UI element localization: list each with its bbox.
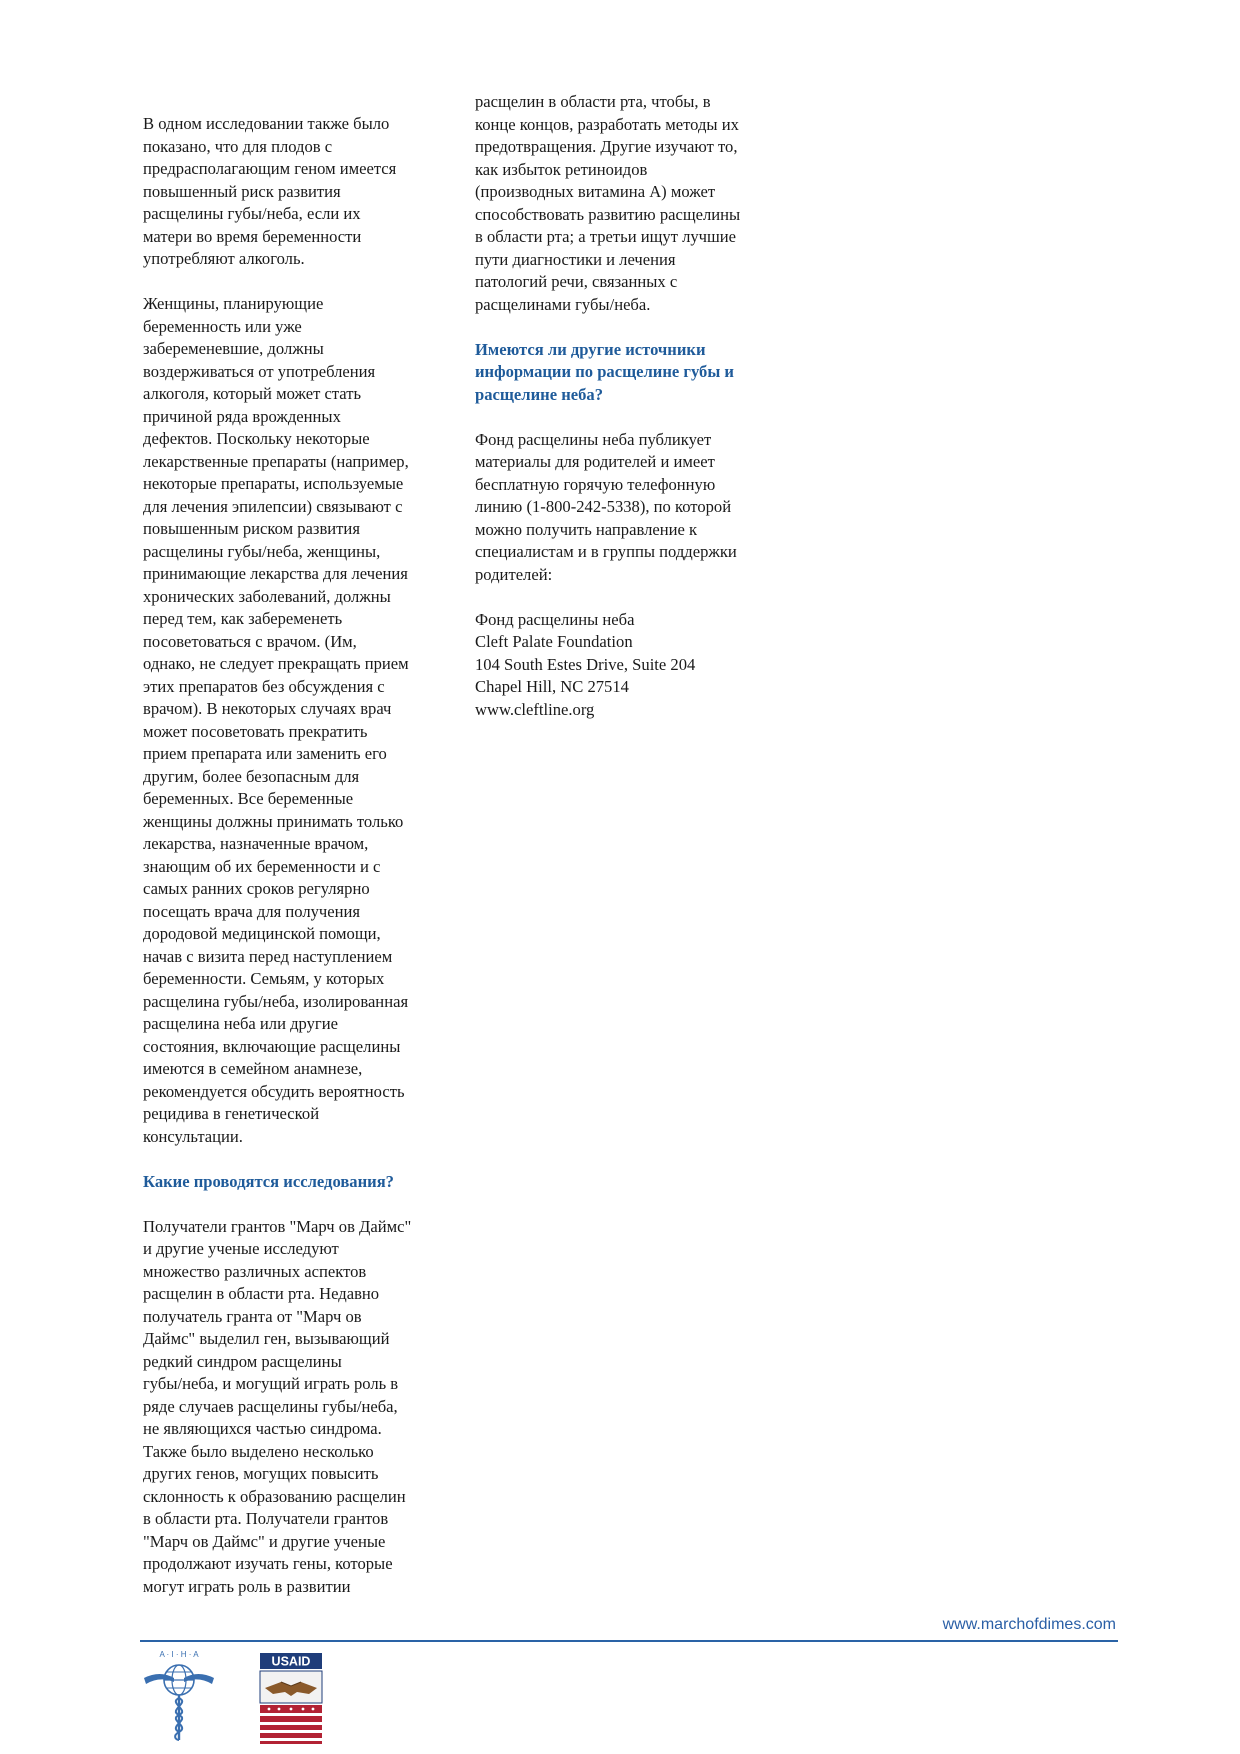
- text-line: однако, не следует прекращать прием: [143, 654, 409, 673]
- text-line: не являющихся частью синдрома.: [143, 1419, 382, 1438]
- address-line: Chapel Hill, NC 27514: [475, 677, 629, 696]
- text-line: беременности. Семьям, у которых: [143, 969, 385, 988]
- paragraph-alcohol-risk: [143, 113, 455, 271]
- text-line: расщелины губы/неба, если их: [143, 204, 361, 223]
- text-line: женщины должны принимать только: [143, 811, 404, 831]
- text-line: употребляют алкоголь.: [143, 249, 305, 268]
- left-column: [143, 113, 455, 1598]
- text-line: специалистам и в группы поддержки: [475, 542, 737, 561]
- section-heading-research: Какие проводятся исследования?: [143, 1171, 394, 1191]
- text-line: причиной ряда врожденных: [143, 406, 341, 426]
- text-line: забеременевшие, должны: [143, 339, 324, 358]
- text-line: хронических заболеваний, должны: [143, 586, 391, 606]
- paragraph-women-advice: [143, 293, 455, 1148]
- text-line: рекомендуется обсудить вероятность: [143, 1081, 405, 1101]
- text-line: В одном исследовании также было: [143, 114, 390, 133]
- heading-line: Имеются ли другие источники: [475, 339, 706, 359]
- text-line: расщелины губы/неба, женщины,: [143, 541, 381, 561]
- text-line: знающим об их беременности и с: [143, 856, 381, 876]
- text-line: самых ранних сроков регулярно: [143, 879, 370, 898]
- paragraph-research-continued: [475, 91, 795, 316]
- text-line: губы/неба, и могущий играть роль в: [143, 1374, 399, 1393]
- aiha-logo: [140, 1648, 218, 1743]
- text-line: бесплатную горячую телефонную: [475, 474, 716, 494]
- paragraph-foundation: [475, 429, 795, 587]
- text-line: Также было выделено несколько: [143, 1441, 374, 1461]
- text-line: Получатели грантов "Марч ов Даймс": [143, 1216, 412, 1236]
- text-line: расщелин в области рта. Недавно: [143, 1284, 380, 1303]
- heading-line: информации по расщелине губы и: [475, 362, 734, 381]
- text-line: для лечения эпилепсии) связывают с: [143, 496, 403, 516]
- text-line: редкий синдром расщелины: [143, 1351, 342, 1371]
- text-line: склонность к образованию расщелин: [143, 1486, 406, 1506]
- text-line: предотвращения. Другие изучают то,: [475, 137, 738, 156]
- text-line: воздерживаться от употребления: [143, 361, 376, 381]
- address-website-link[interactable]: www.cleftline.org: [475, 699, 595, 719]
- text-line: другим, более безопасным для: [143, 766, 360, 786]
- text-line: других генов, могущих повысить: [143, 1464, 379, 1483]
- text-line: консультации.: [143, 1126, 243, 1146]
- text-line: перед тем, как забеременеть: [143, 609, 343, 628]
- text-line: получатель гранта от "Марч ов: [143, 1306, 362, 1326]
- paragraph-research: [143, 1216, 455, 1599]
- text-line: патологий речи, связанных с: [475, 272, 678, 291]
- text-line: лекарственные препараты (например,: [143, 451, 409, 471]
- text-line: Женщины, планирующие: [143, 294, 324, 313]
- text-line: способствовать развитию расщелины: [475, 204, 741, 224]
- usaid-logo-text: USAID: [271, 1654, 311, 1669]
- text-line: расщелина неба или другие: [143, 1014, 338, 1033]
- text-line: можно получить направление к: [475, 519, 698, 539]
- text-line: (производных витамина А) может: [475, 182, 716, 201]
- text-line: Фонд расщелины неба публикует: [475, 429, 712, 449]
- address-line: 104 South Estes Drive, Suite 204: [475, 654, 696, 674]
- text-line: алкоголя, который может стать: [143, 384, 362, 403]
- text-line: в области рта. Получатели грантов: [143, 1509, 389, 1528]
- text-line: беременность или уже: [143, 316, 302, 336]
- text-line: может посоветовать прекратить: [143, 721, 368, 741]
- text-line: в области рта; а третьи ищут лучшие: [475, 227, 737, 246]
- usaid-logo: [259, 1652, 323, 1746]
- text-line: родителей:: [475, 564, 553, 584]
- text-line: имеются в семейном анамнезе,: [143, 1059, 363, 1078]
- aiha-logo-text: A · I · H · A: [159, 1650, 199, 1659]
- text-line: прием препарата или заменить его: [143, 744, 387, 763]
- text-line: начав с визита перед наступлением: [143, 946, 393, 966]
- text-line: продолжают изучать гены, которые: [143, 1554, 393, 1573]
- section-heading-other-sources: [475, 339, 795, 407]
- text-line: повышенным риском развития: [143, 519, 360, 538]
- text-line: принимающие лекарства для лечения: [143, 564, 408, 583]
- text-line: врачом). В некоторых случаях врач: [143, 699, 392, 718]
- text-line: беременных. Все беременные: [143, 789, 354, 808]
- text-line: предрасполагающим геном имеется: [143, 159, 397, 178]
- text-line: пути диагностики и лечения: [475, 249, 676, 269]
- text-line: ряде случаев расщелины губы/неба,: [143, 1396, 398, 1416]
- address-line: Cleft Palate Foundation: [475, 632, 633, 651]
- text-line: материалы для родителей и имеет: [475, 452, 715, 471]
- text-line: рецидива в генетической: [143, 1104, 320, 1123]
- text-line: дородовой медицинской помощи,: [143, 924, 381, 943]
- text-line: Даймс" выделил ген, вызывающий: [143, 1329, 390, 1348]
- text-line: лекарства, назначенные врачом,: [143, 834, 369, 853]
- text-line: матери во время беременности: [143, 226, 362, 246]
- text-line: повышенный риск развития: [143, 181, 341, 201]
- footer-url-link[interactable]: www.marchofdimes.com: [942, 1616, 1116, 1633]
- text-line: "Марч ов Даймс" и другие ученые: [143, 1531, 386, 1551]
- footer-divider: [140, 1640, 1118, 1642]
- text-line: как избыток ретиноидов: [475, 159, 648, 179]
- text-line: конце концов, разработать методы их: [475, 114, 739, 134]
- text-line: множество различных аспектов: [143, 1261, 367, 1281]
- text-line: и другие ученые исследуют: [143, 1239, 339, 1258]
- text-line: некоторые препараты, используемые: [143, 474, 404, 493]
- text-line: расщелина губы/неба, изолированная: [143, 991, 409, 1011]
- foundation-address: [475, 609, 795, 722]
- right-column: [475, 91, 795, 721]
- text-line: линию (1-800-242-5338), по которой: [475, 497, 732, 516]
- text-line: состояния, включающие расщелины: [143, 1036, 401, 1056]
- text-line: посещать врача для получения: [143, 901, 361, 921]
- text-line: этих препаратов без обсуждения с: [143, 676, 385, 696]
- heading-line: расщелине неба?: [475, 384, 604, 404]
- text-line: расщелин в области рта, чтобы, в: [475, 92, 711, 111]
- text-line: дефектов. Поскольку некоторые: [143, 429, 370, 448]
- address-line: Фонд расщелины неба: [475, 609, 635, 629]
- text-line: показано, что для плодов с: [143, 136, 333, 156]
- text-line: могут играть роль в развитии: [143, 1576, 351, 1596]
- text-line: расщелинами губы/неба.: [475, 294, 651, 314]
- text-line: посоветоваться с врачом. (Им,: [143, 631, 357, 651]
